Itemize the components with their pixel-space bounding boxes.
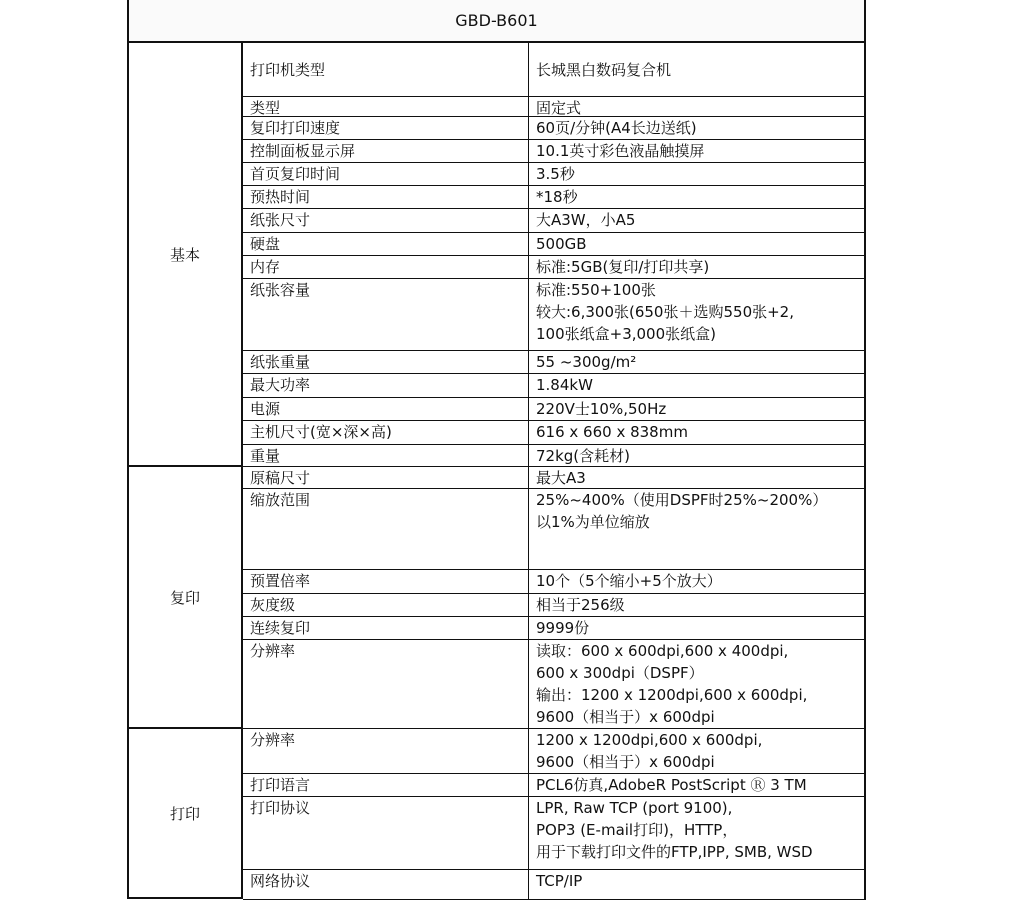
table-title: GBD-B601 — [127, 0, 866, 43]
spec-value-line: 10.1英寸彩色液晶触摸屏 — [536, 142, 705, 160]
spec-value-line: LPR, Raw TCP (port 9100), — [536, 799, 733, 817]
spec-value-line: 9999份 — [536, 619, 590, 637]
spec-value-line: 9600（相当于）x 600dpi — [536, 753, 715, 771]
table-row — [243, 445, 866, 467]
spec-label: 硬盘 — [243, 233, 529, 255]
spec-value-line: 3.5秒 — [536, 165, 575, 183]
spec-label: 连续复印 — [243, 617, 529, 639]
spec-label: 类型 — [243, 97, 529, 116]
spec-value-line: 大A3W，小A5 — [536, 211, 636, 229]
spec-table — [127, 0, 869, 889]
table-row — [243, 256, 866, 279]
spec-label: 电源 — [243, 398, 529, 420]
spec-label: 原稿尺寸 — [243, 467, 529, 488]
spec-value — [529, 797, 866, 869]
table-row — [243, 140, 866, 163]
spec-value-line: PCL6仿真,AdobeR PostScript Ⓡ 3 TM — [536, 776, 807, 794]
table-row — [243, 374, 866, 398]
table-row — [243, 774, 866, 797]
spec-value-line: 55 ~300g/m² — [536, 353, 637, 371]
table-row — [243, 570, 866, 594]
spec-value — [529, 256, 866, 278]
spec-value-line: 输出：1200 x 1200dpi,600 x 600dpi, — [536, 686, 808, 704]
spec-value-line: 25%~400%（使用DSPF时25%~200%） — [536, 491, 828, 509]
spec-label: 打印协议 — [243, 797, 529, 869]
spec-label: 控制面板显示屏 — [243, 140, 529, 162]
spec-label: 分辨率 — [243, 729, 529, 773]
spec-label: 预置倍率 — [243, 570, 529, 593]
table-row — [243, 797, 866, 870]
spec-value — [529, 729, 866, 773]
spec-value — [529, 43, 866, 96]
spec-label: 最大功率 — [243, 374, 529, 397]
spec-value-line: 9600（相当于）x 600dpi — [536, 708, 715, 726]
spec-value — [529, 570, 866, 593]
spec-value — [529, 640, 866, 728]
table-row — [243, 398, 866, 421]
spec-value — [529, 163, 866, 185]
spec-value — [529, 594, 866, 616]
table-row — [243, 617, 866, 640]
spec-value-line: 以1%为单位缩放 — [536, 513, 650, 531]
spec-value — [529, 279, 866, 350]
table-row — [243, 186, 866, 209]
spec-label: 灰度级 — [243, 594, 529, 616]
spec-value — [529, 489, 866, 569]
spec-value — [529, 186, 866, 208]
spec-value — [529, 467, 866, 488]
table-row — [243, 97, 866, 117]
spec-value — [529, 445, 866, 466]
spec-label: 分辨率 — [243, 640, 529, 728]
table-row — [243, 233, 866, 256]
spec-label: 首页复印时间 — [243, 163, 529, 185]
spec-value-line: 最大A3 — [536, 469, 586, 487]
spec-label: 主机尺寸(宽×深×高) — [243, 421, 529, 444]
spec-value-line: 60页/分钟(A4长边送纸) — [536, 119, 697, 137]
spec-value — [529, 140, 866, 162]
spec-value — [529, 421, 866, 444]
spec-value — [529, 870, 866, 899]
spec-value-line: 600 x 300dpi（DSPF） — [536, 664, 704, 682]
spec-label: 纸张容量 — [243, 279, 529, 350]
table-row — [243, 351, 866, 374]
table-row — [243, 594, 866, 617]
spec-value-line: 用于下载打印文件的FTP,IPP, SMB, WSD — [536, 843, 813, 861]
spec-value-line: 相当于256级 — [536, 596, 625, 614]
spec-value-line: 标准:550+100张 — [536, 281, 656, 299]
spec-value-line: 固定式 — [536, 99, 582, 117]
spec-value-line: POP3 (E-mail打印)，HTTP， — [536, 821, 738, 839]
spec-value — [529, 209, 866, 232]
spec-value-line: TCP/IP — [536, 872, 583, 890]
spec-value-line: 长城黑白数码复合机 — [536, 60, 672, 79]
spec-value-line: 616 x 660 x 838mm — [536, 423, 688, 441]
spec-value-line: 500GB — [536, 235, 587, 253]
table-row — [243, 729, 866, 774]
spec-value-line: 标准:5GB(复印/打印共享) — [536, 258, 710, 276]
spec-value — [529, 774, 866, 796]
table-row — [243, 117, 866, 140]
spec-value-line: 1200 x 1200dpi,600 x 600dpi, — [536, 731, 763, 749]
table-row — [243, 467, 866, 489]
table-row — [243, 163, 866, 186]
spec-value-line: 较大:6,300张(650张＋选购550张+2, — [536, 303, 794, 321]
spec-label: 打印机类型 — [243, 43, 529, 96]
table-row — [243, 43, 866, 97]
spec-value-line: 读取：600 x 600dpi,600 x 400dpi, — [536, 642, 789, 660]
spec-label: 纸张尺寸 — [243, 209, 529, 232]
spec-label: 打印语言 — [243, 774, 529, 796]
section-copy: 复印 — [127, 467, 243, 729]
table-row — [243, 421, 866, 445]
spec-label: 纸张重量 — [243, 351, 529, 373]
spec-value — [529, 97, 866, 116]
spec-value-line: *18秒 — [536, 188, 578, 206]
spec-value-line: 1.84kW — [536, 376, 593, 394]
spec-value-line: 220V士10%,50Hz — [536, 400, 667, 418]
spec-label: 预热时间 — [243, 186, 529, 208]
spec-label: 复印打印速度 — [243, 117, 529, 139]
spec-label: 重量 — [243, 445, 529, 466]
table-row — [243, 640, 866, 729]
spec-value — [529, 351, 866, 373]
section-basic: 基本 — [127, 43, 243, 467]
spec-label: 内存 — [243, 256, 529, 278]
spec-value-line: 72kg(含耗材) — [536, 447, 630, 465]
table-row — [243, 489, 866, 570]
spec-value — [529, 398, 866, 420]
spec-value — [529, 233, 866, 255]
section-print: 打印 — [127, 729, 243, 899]
table-row — [243, 279, 866, 351]
spec-value-line: 100张纸盒+3,000张纸盒) — [536, 325, 716, 343]
spec-value — [529, 117, 866, 139]
table-row — [243, 209, 866, 233]
spec-value — [529, 617, 866, 639]
spec-value — [529, 374, 866, 397]
table-row — [243, 870, 866, 900]
spec-value-line: 10个（5个缩小+5个放大） — [536, 572, 722, 590]
spec-label: 网络协议 — [243, 870, 529, 899]
spec-label: 缩放范围 — [243, 489, 529, 569]
